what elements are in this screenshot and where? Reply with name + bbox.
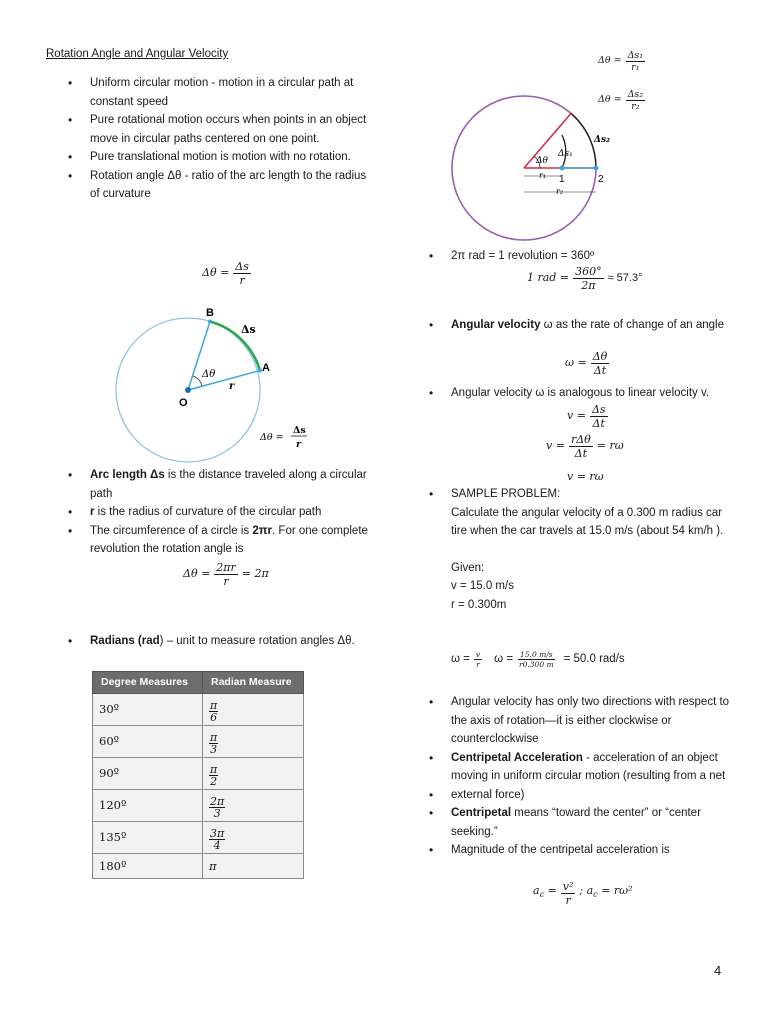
center-point — [185, 387, 191, 393]
degree-cell: 120º — [93, 790, 203, 822]
sample-r: r = 0.300m — [451, 598, 507, 611]
lower-bullet-list — [429, 693, 734, 860]
bullet-text: is the radius of curvature of the circular path — [94, 506, 322, 518]
sample-text: Calculate the angular velocity of a 0.300 m radius car tire when the car travels at 15.0 m/s (about 54 km/h ). — [451, 506, 724, 537]
sample-solution — [451, 650, 625, 669]
eq-numerator: rΔθ — [570, 433, 591, 446]
table-row — [93, 790, 304, 822]
fig1-formula-lhs: Δθ = — [260, 432, 284, 443]
velocity-equation-1 — [567, 403, 608, 430]
revolution-bullet-list — [429, 247, 729, 266]
fig2-label-dtheta: Δθ — [536, 156, 548, 166]
list-item: • Centripetal means “toward the center” or “center seeking.” — [429, 804, 734, 841]
bold-term: Radians (rad — [90, 635, 160, 647]
radian-cell: $\frac{3\pi}{4}$ — [203, 822, 304, 854]
eq-numerator: Δs₂ — [627, 89, 644, 100]
intro-bullet-list — [68, 74, 368, 204]
eq-numerator: v² — [562, 880, 574, 893]
label-a: A — [262, 362, 270, 374]
list-item — [68, 522, 368, 559]
sample-v: v = 15.0 m/s — [451, 580, 514, 592]
radians-bullet-list — [68, 632, 368, 651]
eq-fraction — [561, 880, 576, 907]
bullet-text: The circumference of a circle is — [90, 524, 253, 537]
eq-denominator: r₁ — [631, 62, 640, 73]
one-radian-equation — [527, 265, 642, 292]
eq-numerator: Δθ — [592, 350, 608, 363]
fig2-label-ds1: Δs₁ — [558, 149, 573, 159]
table-row — [93, 726, 304, 758]
degree-cell: 30º — [93, 694, 203, 726]
omega-fraction: $\frac{v}{r}$ — [475, 650, 481, 669]
bold-term: Centripetal — [451, 807, 512, 819]
revolution-equation — [183, 561, 269, 588]
eq-fraction — [626, 50, 646, 73]
eq-numerator: 2πr — [216, 561, 236, 574]
list-item: • Centripetal Acceleration - acceleration of an object moving in uniform circular motion (resulting from a net — [429, 749, 734, 786]
two-radius-diagram — [448, 86, 623, 246]
angle-mark — [193, 376, 202, 386]
fig2-label-r2: r₂ — [556, 187, 564, 196]
eq-denominator: r — [223, 575, 229, 588]
eq-fraction — [626, 89, 646, 112]
degree-cell: 60º — [93, 726, 203, 758]
angular-velocity-bullet-list — [429, 316, 729, 335]
eq-fraction — [591, 350, 610, 377]
list-item: • Rotation angle Δθ - ratio of the arc length to the radius of curvature — [68, 167, 368, 204]
sample-result: = 50.0 rad/s — [563, 653, 625, 666]
table-row — [93, 822, 304, 854]
omega-lhs: ω = — [451, 653, 470, 666]
sample-problem-list — [429, 485, 729, 614]
list-item — [429, 316, 729, 335]
label-r: r — [229, 381, 235, 392]
radian-cell: π — [203, 854, 304, 879]
degree-cell: 90º — [93, 758, 203, 790]
omega2-lhs: ω = — [494, 653, 514, 666]
eq-lhs: Δθ = — [202, 266, 230, 280]
rotation-angle-equation — [202, 260, 251, 287]
table-row — [93, 758, 304, 790]
eq-denominator: Δt — [574, 447, 588, 460]
table-header: Degree Measures — [93, 672, 203, 694]
radian-cell: $\frac{\pi}{2}$ — [203, 758, 304, 790]
degree-radian-table — [92, 671, 304, 879]
sample-given: Given: — [451, 561, 485, 574]
page-title: Rotation Angle and Angular Velocity — [46, 48, 229, 60]
fig1-formula-num: Δs — [293, 425, 306, 436]
point-2 — [594, 166, 599, 171]
arc-s2 — [571, 113, 596, 168]
table-row — [93, 694, 304, 726]
bullet-text: ) – unit to measure rotation angles Δθ. — [159, 635, 355, 647]
bold-term: Centripetal Acceleration — [451, 751, 583, 764]
list-item: • Angular velocity has only two directions with respect to the axis of rotation—it is either clockwise or counterclockwise — [429, 693, 734, 749]
point-b — [208, 320, 212, 324]
degree-cell: 135º — [93, 822, 203, 854]
degree-cell: 180º — [93, 854, 203, 879]
eq-lhs: 1 rad = — [527, 271, 570, 285]
fig2-label-1: 1 — [559, 174, 565, 185]
omega-equation — [565, 350, 609, 377]
eq-numerator: Δs — [591, 403, 606, 416]
radian-cell: $\frac{2\pi}{3}$ — [203, 790, 304, 822]
table-header-row — [93, 672, 304, 694]
fig2-label-2: 2 — [598, 174, 604, 185]
eq-numerator: 360° — [575, 265, 602, 278]
eq-denominator: r — [239, 274, 245, 287]
list-item: • Angular velocity ω is analogous to linear velocity v. — [429, 384, 739, 403]
eq-denominator: 2π — [581, 279, 596, 292]
radian-cell: $\frac{\pi}{6}$ — [203, 694, 304, 726]
fig2-label-r1: r₁ — [539, 171, 547, 180]
omega2-fraction: $\frac{15.0 m/s}{r0.300 m}$ — [519, 650, 554, 669]
bold-term: Angular velocity — [451, 319, 541, 331]
eq-fraction — [573, 265, 604, 292]
fig2-equation-1 — [598, 50, 645, 73]
bold-term: 2πr — [252, 524, 273, 537]
eq-fraction — [590, 403, 608, 430]
bullet-text: . For one complete revolution the rotation angle is — [90, 524, 368, 555]
list-item: • Pure translational motion is motion with no rotation. — [68, 148, 368, 167]
bullet-text: is the distance traveled along a circular path — [90, 469, 367, 500]
eq-rhs: = rω — [596, 439, 624, 453]
bold-term: r — [90, 506, 95, 518]
eq-lhs: v = — [567, 409, 586, 423]
bold-term: Arc length Δs — [90, 469, 165, 481]
eq-rhs: = 2π — [241, 567, 269, 581]
eq-denominator: Δt — [593, 364, 607, 377]
list-item — [68, 503, 368, 522]
fig1-formula-den: r — [296, 439, 302, 450]
velocity-equation-3: v = rω — [567, 470, 604, 483]
arc-bullet-list — [68, 466, 368, 559]
arc-length-diagram — [112, 300, 317, 470]
list-item — [68, 632, 368, 651]
eq-fraction — [233, 260, 251, 287]
eq-denominator: r₂ — [631, 101, 640, 112]
eq-lhs: Δθ = — [598, 55, 622, 67]
list-item: • Pure rotational motion occurs when points in an object move in circular paths centered on one point. — [68, 111, 368, 148]
eq-lhs: Δθ = — [183, 567, 211, 581]
eq-numerator: Δs — [235, 260, 249, 273]
eq-lhs: Δθ = — [598, 94, 622, 106]
eq-numerator: Δs₁ — [627, 50, 644, 61]
radian-cell: $\frac{\pi}{3}$ — [203, 726, 304, 758]
eq-lhs: ω = — [565, 356, 587, 370]
bullet-text: ω as the rate of change of an angle — [540, 319, 724, 331]
list-item: • 2π rad = 1 revolution = 360º — [429, 247, 729, 266]
centripetal-equation: $a_c$ = $\frac{\text{v²}}{r}$ ; $a_c = r\omega^2$ — [533, 880, 633, 907]
eq-denominator: Δt — [592, 417, 605, 430]
label-b: B — [206, 307, 214, 319]
analogous-bullet-list — [429, 384, 739, 403]
table-header: Radian Measure — [203, 672, 304, 694]
label-o: O — [179, 397, 188, 409]
list-item — [68, 466, 368, 503]
table-row — [93, 854, 304, 879]
velocity-equation-2 — [546, 433, 624, 460]
list-item: • external force) — [429, 786, 734, 805]
label-ds: Δs — [241, 323, 256, 336]
eq-rhs: ≈ 57.3° — [607, 272, 643, 285]
label-dtheta: Δθ — [202, 369, 216, 380]
fig2-label-ds2: Δs₂ — [594, 135, 610, 145]
list-item: • Magnitude of the centripetal acceleration is — [429, 841, 734, 860]
page-number: 4 — [714, 963, 722, 978]
sample-heading: • SAMPLE PROBLEM: — [451, 488, 561, 500]
eq-fraction — [569, 433, 593, 460]
list-item: • Uniform circular motion - motion in a circular path at constant speed — [68, 74, 368, 111]
eq-fraction — [214, 561, 238, 588]
list-item — [429, 485, 729, 614]
point-1 — [560, 166, 565, 171]
eq-lhs: v = — [546, 439, 565, 453]
eq-denominator: r — [565, 894, 571, 907]
